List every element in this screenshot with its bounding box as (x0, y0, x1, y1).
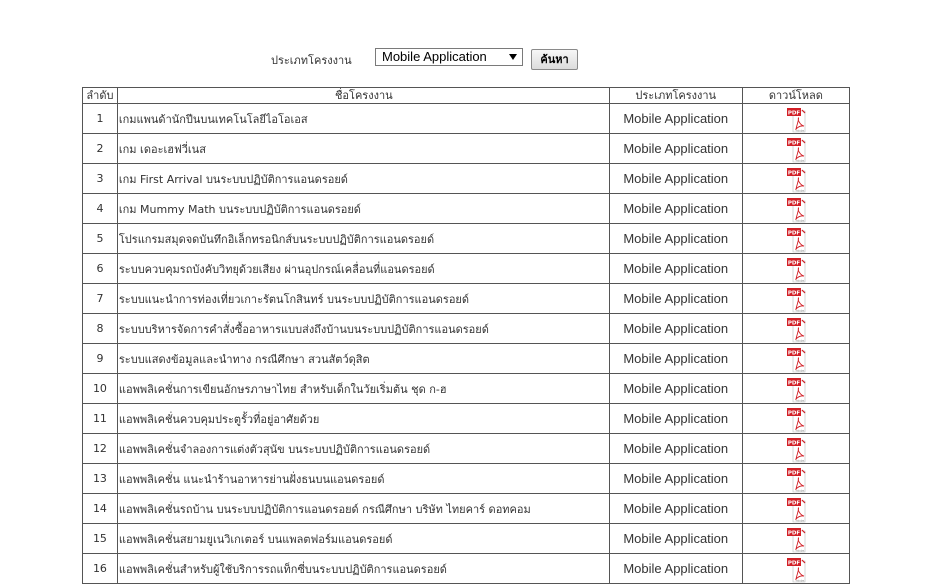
pdf-download-icon[interactable] (786, 257, 806, 281)
row-project-name: เกม First Arrival บนระบบปฏิบัติการแอนดรอยด์ (117, 164, 609, 194)
svg-text:PDF: PDF (787, 529, 801, 536)
row-project-type: Mobile Application (609, 164, 742, 194)
svg-text:PDF: PDF (787, 559, 801, 566)
table-row (83, 254, 850, 284)
row-download (742, 224, 849, 254)
row-project-type: Mobile Application (609, 524, 742, 554)
row-project-type: Mobile Application (609, 194, 742, 224)
project-table (82, 87, 850, 584)
row-project-name: แอพพลิเคชั่นสำหรับผู้ใช้บริการรถแท็กซี่บนระบบปฏิบัติการแอนดรอยด์ (117, 554, 609, 584)
table-row (83, 194, 850, 224)
row-project-name: เกม เดอะเฮฟวี่เนส (117, 134, 609, 164)
pdf-download-icon[interactable] (786, 467, 806, 491)
table-row (83, 464, 850, 494)
svg-text:Adobe: Adobe (795, 458, 804, 462)
svg-text:PDF: PDF (787, 379, 801, 386)
row-project-type: Mobile Application (609, 104, 742, 134)
svg-text:Adobe: Adobe (795, 278, 804, 282)
svg-text:PDF: PDF (787, 169, 801, 176)
row-project-name: ระบบบริหารจัดการคำสั่งซื้ออาหารแบบส่งถึงบ้านบนระบบปฏิบัติการแอนดรอยด์ (117, 314, 609, 344)
svg-text:Adobe: Adobe (795, 158, 804, 162)
pdf-download-icon[interactable] (786, 527, 806, 551)
row-download (742, 284, 849, 314)
table-row (83, 314, 850, 344)
row-project-type: Mobile Application (609, 134, 742, 164)
svg-text:Adobe: Adobe (795, 548, 804, 552)
header-number: ลำดับ (83, 88, 118, 104)
row-project-type: Mobile Application (609, 344, 742, 374)
svg-text:Adobe: Adobe (795, 248, 804, 252)
row-project-name: แอพพลิเคชั่นสยามยูเนวิเกเตอร์ บนแพลตฟอร์มแอนดรอยด์ (117, 524, 609, 554)
svg-text:PDF: PDF (787, 319, 801, 326)
row-project-name: แอพพลิเคชั่นควบคุมประตูรั้วที่อยู่อาศัยด้วย (117, 404, 609, 434)
header-project-type: ประเภทโครงงาน (609, 88, 742, 104)
svg-text:PDF: PDF (787, 139, 801, 146)
row-download (742, 344, 849, 374)
svg-text:PDF: PDF (787, 439, 801, 446)
svg-text:Adobe: Adobe (795, 218, 804, 222)
row-number: 8 (83, 314, 118, 344)
svg-text:Adobe: Adobe (795, 428, 804, 432)
row-download (742, 374, 849, 404)
pdf-download-icon[interactable] (786, 137, 806, 161)
row-download (742, 134, 849, 164)
row-project-type: Mobile Application (609, 464, 742, 494)
svg-text:PDF: PDF (787, 199, 801, 206)
svg-text:Adobe: Adobe (795, 398, 804, 402)
svg-text:Adobe: Adobe (795, 338, 804, 342)
search-button[interactable]: ค้นหา (531, 49, 578, 70)
svg-text:Adobe: Adobe (795, 188, 804, 192)
svg-text:Adobe: Adobe (795, 488, 804, 492)
dropdown-arrow-icon[interactable] (509, 54, 517, 60)
row-project-name: แอพพลิเคชั่นจำลองการแต่งตัวสุนัข บนระบบปฏิบัติการแอนดรอยด์ (117, 434, 609, 464)
row-download (742, 554, 849, 584)
row-number: 13 (83, 464, 118, 494)
svg-text:PDF: PDF (787, 259, 801, 266)
row-project-type: Mobile Application (609, 254, 742, 284)
row-download (742, 314, 849, 344)
table-body (83, 104, 850, 584)
row-project-name: ระบบควบคุมรถบังคับวิทยุด้วยเสียง ผ่านอุปกรณ์เคลื่อนที่แอนดรอยด์ (117, 254, 609, 284)
pdf-download-icon[interactable] (786, 497, 806, 521)
project-type-select[interactable] (375, 48, 523, 66)
row-project-name: แอพพลิเคชั่นการเขียนอักษรภาษาไทย สำหรับเด็กในวัยเริ่มต้น ชุด ก-ฮ (117, 374, 609, 404)
pdf-download-icon[interactable] (786, 287, 806, 311)
svg-text:PDF: PDF (787, 109, 801, 116)
row-project-type: Mobile Application (609, 284, 742, 314)
filter-bar (0, 47, 934, 71)
pdf-download-icon[interactable] (786, 347, 806, 371)
row-download (742, 524, 849, 554)
row-project-name: โปรแกรมสมุดจดบันทึกอิเล็กทรอนิกส์บนระบบปฏิบัติการแอนดรอยด์ (117, 224, 609, 254)
row-project-type: Mobile Application (609, 554, 742, 584)
row-project-type: Mobile Application (609, 374, 742, 404)
row-download (742, 464, 849, 494)
row-number: 10 (83, 374, 118, 404)
row-number: 2 (83, 134, 118, 164)
pdf-download-icon[interactable] (786, 197, 806, 221)
row-number: 9 (83, 344, 118, 374)
row-project-type: Mobile Application (609, 404, 742, 434)
pdf-download-icon[interactable] (786, 317, 806, 341)
row-download (742, 434, 849, 464)
row-project-name: เกม Mummy Math บนระบบปฏิบัติการแอนดรอยด์ (117, 194, 609, 224)
svg-text:PDF: PDF (787, 229, 801, 236)
row-number: 16 (83, 554, 118, 584)
row-number: 11 (83, 404, 118, 434)
svg-text:Adobe: Adobe (795, 518, 804, 522)
svg-text:Adobe: Adobe (795, 308, 804, 312)
table-row (83, 164, 850, 194)
svg-text:PDF: PDF (787, 349, 801, 356)
pdf-download-icon[interactable] (786, 227, 806, 251)
pdf-download-icon[interactable] (786, 167, 806, 191)
table-row (83, 434, 850, 464)
table-row (83, 374, 850, 404)
project-type-label: ประเภทโครงงาน (271, 54, 352, 67)
row-number: 15 (83, 524, 118, 554)
pdf-download-icon[interactable] (786, 557, 806, 581)
row-download (742, 254, 849, 284)
row-number: 3 (83, 164, 118, 194)
svg-text:PDF: PDF (787, 469, 801, 476)
row-number: 5 (83, 224, 118, 254)
table-row (83, 404, 850, 434)
row-number: 7 (83, 284, 118, 314)
pdf-download-icon[interactable] (786, 437, 806, 461)
row-project-name: แอพพลิเคชั่น แนะนำร้านอาหารย่านฝั่งธนบนแอนดรอยด์ (117, 464, 609, 494)
svg-text:PDF: PDF (787, 499, 801, 506)
svg-text:PDF: PDF (787, 409, 801, 416)
table-row (83, 524, 850, 554)
row-project-type: Mobile Application (609, 314, 742, 344)
table-row (83, 284, 850, 314)
row-project-name: ระบบแนะนำการท่องเที่ยวเกาะรัตนโกสินทร์ บนระบบปฏิบัติการแอนดรอยด์ (117, 284, 609, 314)
pdf-download-icon[interactable] (786, 377, 806, 401)
row-number: 4 (83, 194, 118, 224)
row-project-type: Mobile Application (609, 434, 742, 464)
svg-text:PDF: PDF (787, 289, 801, 296)
table-header-row (83, 88, 850, 104)
svg-text:Adobe: Adobe (795, 128, 804, 132)
row-number: 12 (83, 434, 118, 464)
svg-text:Adobe: Adobe (795, 578, 804, 582)
table-row (83, 344, 850, 374)
table-row (83, 134, 850, 164)
table-row (83, 554, 850, 584)
row-download (742, 494, 849, 524)
table-row (83, 224, 850, 254)
row-project-name: เกมแพนด้านักปีนบนเทคโนโลยีไอโอเอส (117, 104, 609, 134)
row-number: 14 (83, 494, 118, 524)
row-download (742, 104, 849, 134)
row-project-type: Mobile Application (609, 494, 742, 524)
header-project-name: ชื่อโครงงาน (117, 88, 609, 104)
row-number: 6 (83, 254, 118, 284)
row-project-name: ระบบแสดงข้อมูลและนำทาง กรณีศึกษา สวนสัตว์ดุสิต (117, 344, 609, 374)
row-download (742, 164, 849, 194)
row-project-type: Mobile Application (609, 224, 742, 254)
svg-text:Adobe: Adobe (795, 368, 804, 372)
project-type-selected: Mobile Application (382, 49, 487, 64)
header-download: ดาวน์โหลด (742, 88, 849, 104)
row-download (742, 194, 849, 224)
pdf-download-icon[interactable] (786, 407, 806, 431)
row-number: 1 (83, 104, 118, 134)
pdf-download-icon[interactable] (786, 107, 806, 131)
row-project-name: แอพพลิเคชั่นรถบ้าน บนระบบปฏิบัติการแอนดรอยด์ กรณีศึกษา บริษัท ไทยคาร์ ดอทคอม (117, 494, 609, 524)
table-row (83, 494, 850, 524)
table-row (83, 104, 850, 134)
row-download (742, 404, 849, 434)
